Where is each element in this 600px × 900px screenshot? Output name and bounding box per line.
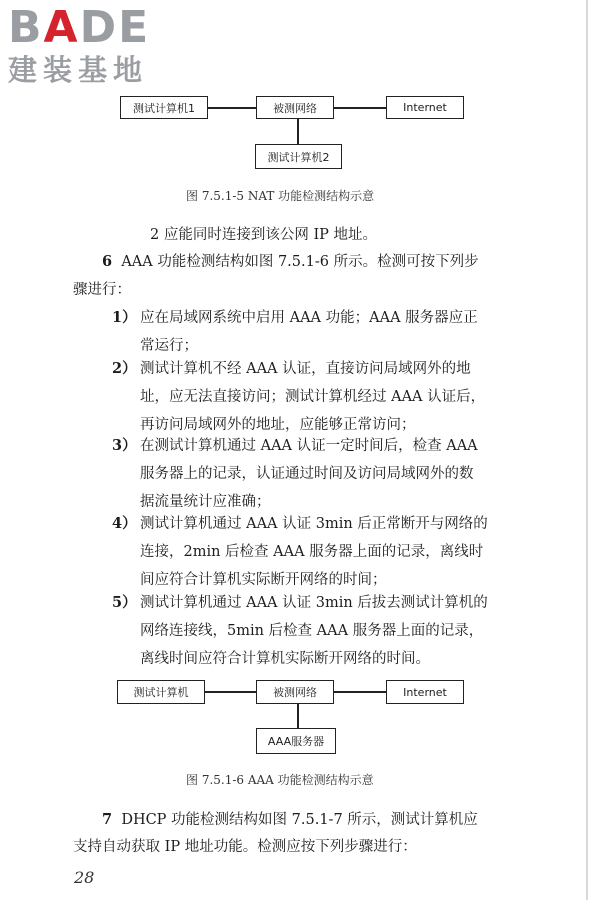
figure-caption: 图 7.5.1-6 AAA 功能检测结构示意 (186, 773, 374, 787)
paragraph-line: DHCP 功能检测结构如图 7.5.1-7 所示，测试计算机应 (121, 812, 478, 828)
node-test-pc-1: 测试计算机1 (120, 96, 208, 119)
node-internet: Internet (386, 680, 464, 704)
paragraph-line: 2 应能同时连接到该公网 IP 地址。 (150, 227, 378, 243)
section-item-7 (102, 806, 478, 834)
item-number: 6 (102, 253, 113, 270)
connector-network-internet (334, 107, 386, 109)
logo (8, 2, 151, 87)
node-test-pc-2: 测试计算机2 (255, 144, 342, 169)
step-text: 应在局域网系统中启用 AAA 功能；AAA 服务器应正 常运行； (140, 310, 478, 354)
connector-network-aaa (297, 702, 299, 728)
step-text: 测试计算机通过 AAA 认证 3min 后拔去测试计算机的 网络连接线，5min 后检查 AAA 服务器上面的记录， 离线时间应符合计算机实际断开网络的时间。 (140, 595, 488, 667)
node-network-under-test: 被测网络 (256, 680, 334, 704)
page-edge (586, 0, 588, 900)
step-text: 测试计算机通过 AAA 认证 3min 后正常断开与网络的 连接，2min 后检查 AAA 服务器上面的记录，离线时 间应符合计算机实际断开网络的时间； (140, 516, 488, 588)
connector-pc1-network (208, 107, 256, 109)
node-network-under-test: 被测网络 (256, 96, 334, 119)
item-number: 7 (102, 811, 113, 828)
step-number: 3） (112, 437, 137, 454)
step-number: 5） (112, 594, 137, 611)
node-test-pc: 测试计算机 (117, 680, 205, 704)
connector-pc-network (205, 691, 256, 693)
node-aaa-server: AAA服务器 (256, 728, 336, 754)
step-number: 1） (112, 309, 137, 326)
paragraph-line: 骤进行： (73, 282, 131, 298)
step-text: 在测试计算机通过 AAA 认证一定时间后，检查 AAA 服务器上的记录，认证通过时间及访问局域网外的数 据流量统计应准确； (140, 438, 478, 510)
connector-network-pc2 (297, 118, 299, 144)
figure-caption: 图 7.5.1-5 NAT 功能检测结构示意 (186, 189, 375, 203)
connector-network-internet (334, 691, 386, 693)
paragraph-line: AAA 功能检测结构如图 7.5.1-6 所示。检测可按下列步 (121, 254, 479, 270)
node-internet: Internet (386, 96, 464, 119)
page-number: 28 (74, 868, 95, 887)
step-number: 2） (112, 360, 137, 377)
step-text: 测试计算机不经 AAA 认证，直接访问局域网外的地 址，应无法直接访问；测试计算机经过 AAA 认证后， 再访问局域网外的地址，应能够正常访问； (140, 361, 486, 433)
logo-wordmark: BADE (8, 2, 151, 53)
paragraph-line: 支持自动获取 IP 地址功能。检测应按下列步骤进行： (73, 839, 417, 855)
section-item-6 (102, 248, 479, 276)
step-number: 4） (112, 515, 137, 532)
logo-tagline: 建装基地 (8, 53, 149, 87)
